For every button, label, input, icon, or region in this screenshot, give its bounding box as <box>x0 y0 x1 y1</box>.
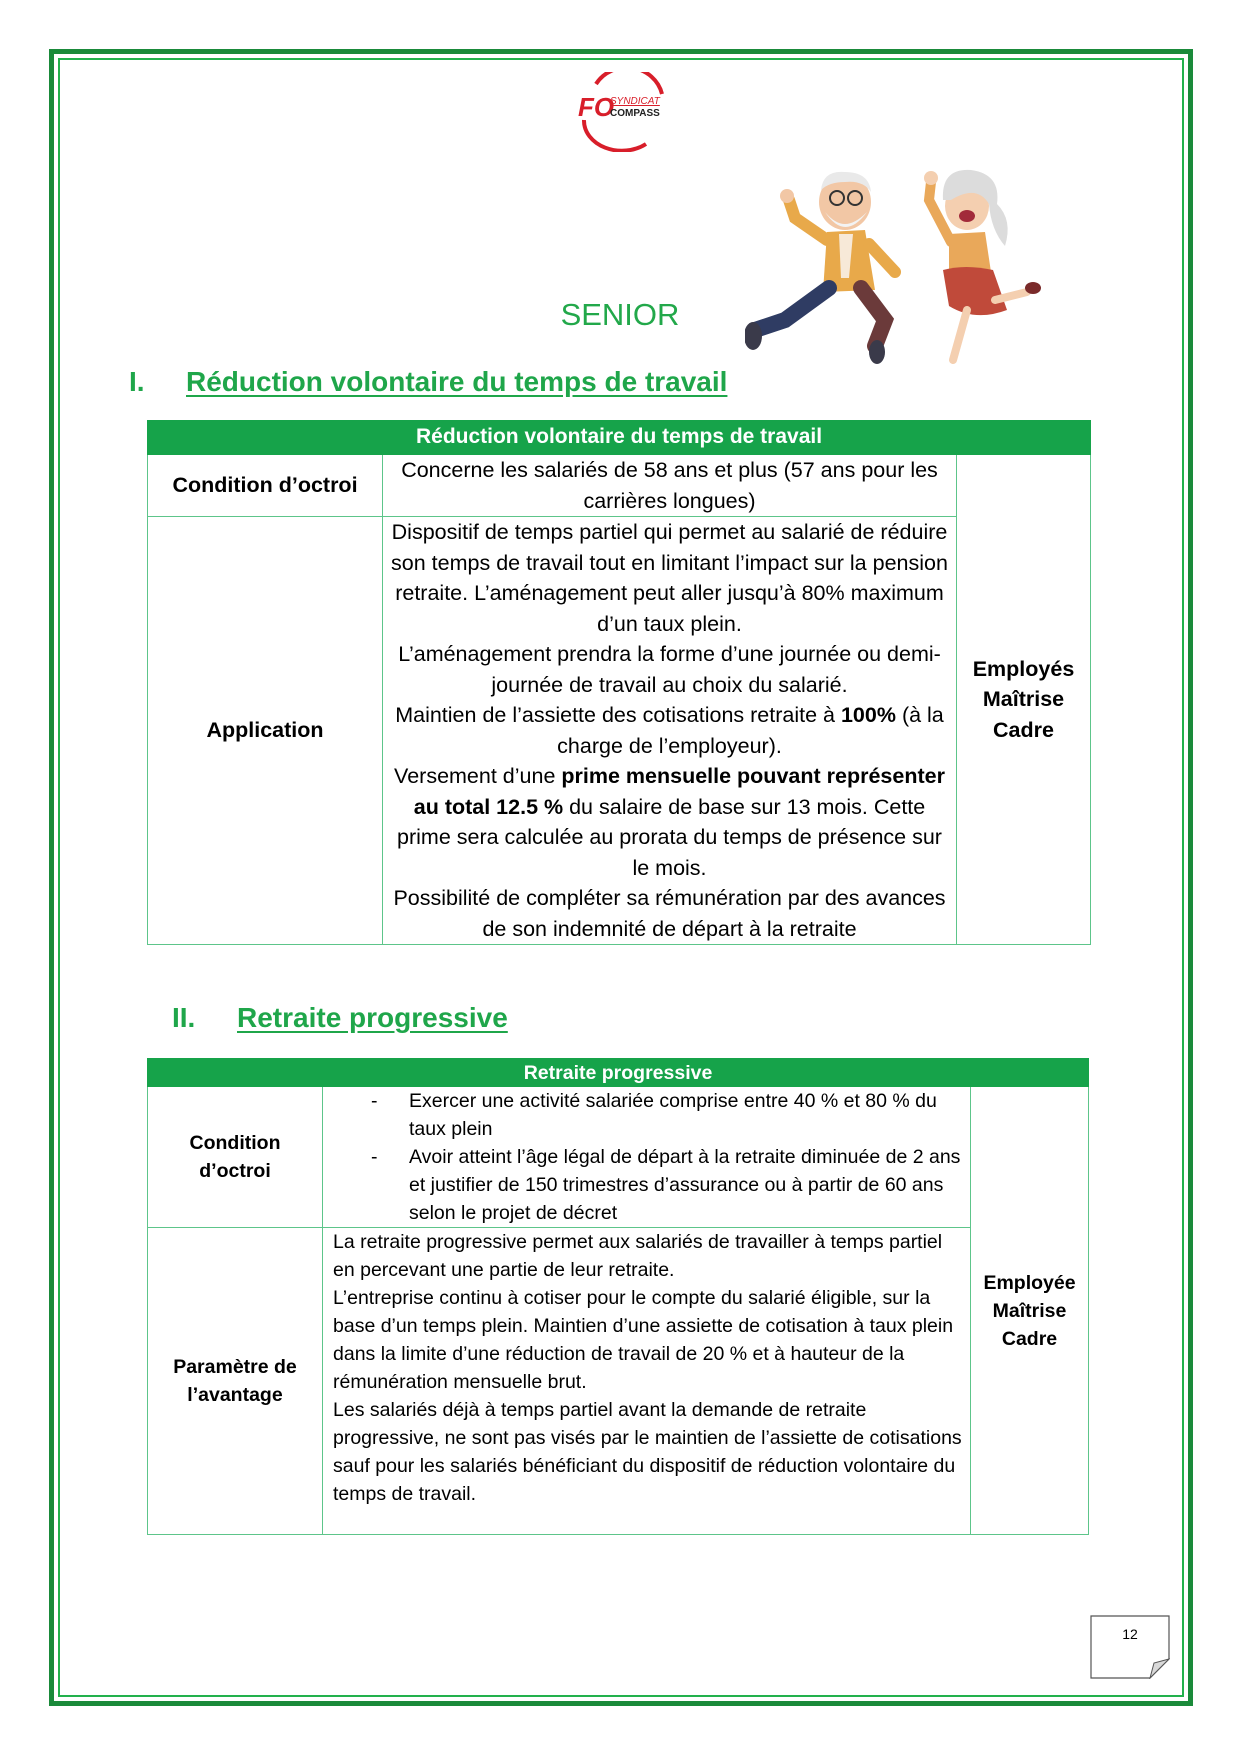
reduction-temps-travail-table <box>147 420 1091 945</box>
retraite-progressive-table <box>147 1058 1089 1535</box>
table2-beneficiaries <box>971 1087 1089 1535</box>
section-number-2: II. <box>172 1002 196 1033</box>
table1-who-3: Cadre <box>993 717 1054 742</box>
table2-row1-label: Condition d’octroi <box>148 1087 323 1228</box>
table2-p2: L’entreprise continu à cotiser pour le compte du salarié éligible, sur la base d’un temps plein. Maintien d’une assiette de cotisation à taux plein dans la limite d’une réduction de travail de 20 % et à hauteur de la rémunération mensuelle brut. <box>333 1287 954 1393</box>
table1-application-text <box>383 517 957 945</box>
list-item: - Exercer une activité salariée comprise entre 40 % et 80 % du taux plein <box>371 1090 937 1140</box>
table2-row2-label: Paramètre de l’avantage <box>148 1228 323 1535</box>
logo-brand: FO <box>578 92 615 122</box>
table2-who-3: Cadre <box>1001 1327 1058 1350</box>
section-number-1: I. <box>129 366 145 397</box>
table2-p3: Les salariés déjà à temps partiel avant la demande de retraite progressive, ne sont pas visés par le maintien de l’assiette de cotisations sauf pour les salariés bénéficiant du dispositif de réduction volontaire du temps de travail. <box>333 1399 962 1505</box>
table1-p4: Versement d’une prime mensuelle pouvant représenter au total 12.5 % du salaire de base sur 13 mois. Cette prime sera calculée au prorata du temps de présence sur le mois. <box>394 764 945 880</box>
table1-p3: Maintien de l’assiette des cotisations retraite à 100% (à la charge de l’employeur). <box>395 703 944 758</box>
page-number-box <box>1090 1615 1170 1679</box>
table2-who-2: Maîtrise <box>992 1299 1067 1322</box>
table1-p1: Dispositif de temps partiel qui permet au salarié de réduire son temps de travail tout en limitant l’impact sur la pension retraite. L’aménagement peut aller jusqu’à 80% maximum d’un taux plein. <box>391 520 948 636</box>
table1-beneficiaries <box>957 455 1091 945</box>
table1-row1-label: Condition d’octroi <box>148 455 383 517</box>
page-number: 12 <box>1122 1626 1138 1642</box>
table1-p2: L’aménagement prendra la forme d’une journée ou demi-journée de travail au choix du salarié. <box>398 642 941 697</box>
section-title-1: Réduction volontaire du temps de travail <box>186 366 728 397</box>
table1-who-1: Employés <box>972 656 1075 681</box>
table1-who-2: Maîtrise <box>982 687 1065 712</box>
table1-p5: Possibilité de compléter sa rémunération par des avances de son indemnité de départ à la retraite <box>393 886 946 941</box>
table2-condition-list <box>323 1087 970 1227</box>
table1-row1-text: Concerne les salariés de 58 ans et plus (57 ans pour les carrières longues) <box>383 455 957 517</box>
logo-line1: SYNDICAT <box>610 96 660 107</box>
table2-who-1: Employée <box>983 1271 1076 1294</box>
section-heading-2 <box>172 1002 508 1034</box>
logo-line2: COMPASS <box>610 108 660 119</box>
fo-syndicat-compass-logo <box>574 72 670 152</box>
folded-page-icon <box>1090 1615 1170 1679</box>
table2-parameters <box>323 1228 971 1535</box>
section-title-2: Retraite progressive <box>237 1002 508 1033</box>
list-item: - Avoir atteint l’âge légal de départ à la retraite diminuée de 2 ans et justifier de 150 trimestres d’assurance ou à partir de 60 ans selon le projet de décret <box>371 1146 961 1224</box>
table2-header: Retraite progressive <box>148 1059 1089 1087</box>
table1-header: Réduction volontaire du temps de travail <box>148 421 1091 455</box>
page-title: SENIOR <box>560 297 680 332</box>
seniors-illustration <box>745 160 1045 370</box>
section-heading-1 <box>129 366 727 398</box>
table1-row2-label: Application <box>148 517 383 945</box>
table2-p1: La retraite progressive permet aux salariés de travailler à temps partiel en percevant une partie de leur retraite. <box>333 1231 943 1281</box>
table2-conditions <box>323 1087 971 1228</box>
